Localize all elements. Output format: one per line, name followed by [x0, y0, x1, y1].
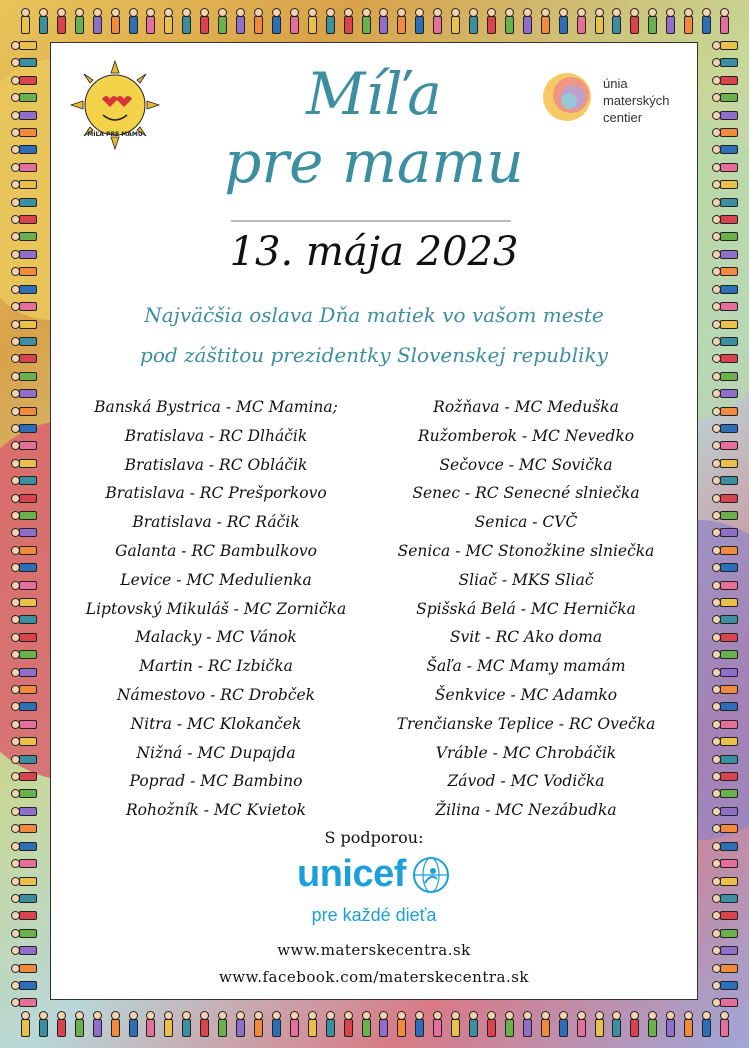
person-figure-icon — [712, 963, 738, 973]
location-entry: Bratislava - RC Ráčik — [132, 513, 300, 532]
person-figure-icon — [217, 1011, 227, 1037]
location-entry: Bratislava - RC Obláčik — [124, 455, 308, 474]
person-figure-icon — [145, 8, 155, 34]
location-entry: Sliač - MKS Sliač — [458, 570, 594, 589]
person-figure-icon — [712, 162, 738, 172]
location-entry: Bratislava - RC Prešporkovo — [105, 484, 327, 503]
location-entry: Rohožník - MC Kvietok — [126, 801, 306, 820]
person-figure-icon — [712, 806, 738, 816]
person-figure-icon — [712, 667, 738, 677]
person-figure-icon — [712, 910, 738, 920]
person-figure-icon — [719, 8, 729, 34]
location-entry: Trenčianske Teplice - RC Ovečka — [396, 714, 656, 733]
person-figure-icon — [128, 8, 138, 34]
person-figure-icon — [11, 788, 37, 798]
person-figure-icon — [486, 8, 496, 34]
location-entry: Malacky - MC Vánok — [135, 628, 297, 647]
person-figure-icon — [181, 1011, 191, 1037]
person-figure-icon — [712, 179, 738, 189]
person-figure-icon — [11, 823, 37, 833]
people-border-bottom — [20, 1004, 729, 1044]
person-figure-icon — [11, 684, 37, 694]
person-figure-icon — [235, 1011, 245, 1037]
person-figure-icon — [712, 928, 738, 938]
location-entry: Nižná - MC Dupajda — [136, 743, 296, 762]
person-figure-icon — [504, 1011, 514, 1037]
person-figure-icon — [11, 336, 37, 346]
person-figure-icon — [712, 423, 738, 433]
person-figure-icon — [712, 40, 738, 50]
sponsor-name: unicef — [297, 853, 406, 895]
person-figure-icon — [712, 945, 738, 955]
person-figure-icon — [647, 8, 657, 34]
person-figure-icon — [712, 92, 738, 102]
person-figure-icon — [450, 8, 460, 34]
person-figure-icon — [38, 8, 48, 34]
person-figure-icon — [56, 1011, 66, 1037]
person-figure-icon — [712, 580, 738, 590]
person-figure-icon — [11, 353, 37, 363]
partner-logo-line: únia — [603, 76, 628, 91]
person-figure-icon — [11, 580, 37, 590]
person-figure-icon — [11, 701, 37, 711]
person-figure-icon — [594, 8, 604, 34]
person-figure-icon — [11, 284, 37, 294]
left-logo-text: MÍĽA PRE MAMU — [87, 131, 143, 138]
people-border-right — [705, 40, 745, 1008]
person-figure-icon — [701, 8, 711, 34]
person-figure-icon — [11, 266, 37, 276]
location-entry: Levice - MC Medulienka — [120, 570, 312, 589]
person-figure-icon — [11, 614, 37, 624]
person-figure-icon — [378, 8, 388, 34]
location-entry: Poprad - MC Bambino — [129, 772, 303, 791]
person-figure-icon — [11, 127, 37, 137]
location-entry: Spišská Belá - MC Hernička — [416, 599, 636, 618]
person-figure-icon — [665, 8, 675, 34]
person-figure-icon — [11, 771, 37, 781]
person-figure-icon — [712, 214, 738, 224]
person-figure-icon — [11, 928, 37, 938]
people-border-left — [4, 40, 44, 1008]
person-figure-icon — [540, 1011, 550, 1037]
location-entry: Vráble - MC Chrobáčik — [435, 743, 617, 762]
person-figure-icon — [712, 858, 738, 868]
person-figure-icon — [235, 8, 245, 34]
person-figure-icon — [712, 719, 738, 729]
person-figure-icon — [712, 876, 738, 886]
person-figure-icon — [325, 1011, 335, 1037]
person-figure-icon — [558, 8, 568, 34]
person-figure-icon — [11, 179, 37, 189]
locations-right-column — [376, 393, 676, 825]
person-figure-icon — [712, 771, 738, 781]
person-figure-icon — [712, 371, 738, 381]
person-figure-icon — [11, 632, 37, 642]
location-entry: Sečovce - MC Sovička — [439, 455, 613, 474]
partner-logo-line: materských — [603, 93, 670, 108]
person-figure-icon — [11, 75, 37, 85]
person-figure-icon — [712, 197, 738, 207]
person-figure-icon — [74, 1011, 84, 1037]
person-figure-icon — [712, 980, 738, 990]
partner-logo-line: centier — [603, 110, 643, 125]
person-figure-icon — [712, 841, 738, 851]
person-figure-icon — [712, 110, 738, 120]
person-figure-icon — [11, 440, 37, 450]
person-figure-icon — [11, 214, 37, 224]
person-figure-icon — [701, 1011, 711, 1037]
location-entry: Bratislava - RC Dlháčik — [124, 426, 308, 445]
person-figure-icon — [11, 110, 37, 120]
person-figure-icon — [576, 1011, 586, 1037]
person-figure-icon — [11, 527, 37, 537]
person-figure-icon — [396, 1011, 406, 1037]
person-figure-icon — [38, 1011, 48, 1037]
person-figure-icon — [683, 8, 693, 34]
person-figure-icon — [145, 1011, 155, 1037]
person-figure-icon — [11, 841, 37, 851]
locations-left-column — [66, 393, 366, 825]
person-figure-icon — [11, 423, 37, 433]
location-entry: Senica - CVČ — [474, 513, 578, 532]
person-figure-icon — [74, 8, 84, 34]
person-figure-icon — [253, 1011, 263, 1037]
person-figure-icon — [712, 562, 738, 572]
people-border-top — [20, 2, 729, 40]
person-figure-icon — [343, 8, 353, 34]
location-entry: Senec - RC Senecné slniečka — [412, 484, 640, 503]
location-entry: Galanta - RC Bambulkovo — [115, 541, 317, 560]
person-figure-icon — [378, 1011, 388, 1037]
person-figure-icon — [712, 997, 738, 1007]
person-figure-icon — [712, 701, 738, 711]
person-figure-icon — [199, 1011, 209, 1037]
person-figure-icon — [11, 545, 37, 555]
person-figure-icon — [647, 1011, 657, 1037]
event-date: 13. mája 2023 — [229, 229, 519, 275]
person-figure-icon — [712, 301, 738, 311]
person-figure-icon — [683, 1011, 693, 1037]
person-figure-icon — [540, 8, 550, 34]
person-figure-icon — [163, 8, 173, 34]
subtitle-line2: pod záštitou prezidentky Slovenskej republiky — [140, 343, 608, 367]
person-figure-icon — [712, 493, 738, 503]
person-figure-icon — [629, 8, 639, 34]
person-figure-icon — [92, 8, 102, 34]
person-figure-icon — [629, 1011, 639, 1037]
person-figure-icon — [11, 736, 37, 746]
person-figure-icon — [289, 8, 299, 34]
person-figure-icon — [11, 997, 37, 1007]
location-entry: Šenkvice - MC Adamko — [434, 685, 618, 704]
person-figure-icon — [11, 667, 37, 677]
person-figure-icon — [712, 597, 738, 607]
person-figure-icon — [712, 388, 738, 398]
poster-card — [50, 42, 698, 1000]
person-figure-icon — [343, 1011, 353, 1037]
person-figure-icon — [361, 1011, 371, 1037]
person-figure-icon — [712, 788, 738, 798]
person-figure-icon — [11, 371, 37, 381]
person-figure-icon — [20, 1011, 30, 1037]
person-figure-icon — [110, 8, 120, 34]
person-figure-icon — [594, 1011, 604, 1037]
person-figure-icon — [307, 1011, 317, 1037]
person-figure-icon — [712, 440, 738, 450]
person-figure-icon — [432, 1011, 442, 1037]
location-entry: Liptovský Mikuláš - MC Zornička — [85, 599, 347, 618]
person-figure-icon — [11, 301, 37, 311]
person-figure-icon — [11, 910, 37, 920]
person-figure-icon — [712, 249, 738, 259]
person-figure-icon — [712, 144, 738, 154]
poster-title-line1: Míľa — [306, 60, 442, 128]
person-figure-icon — [712, 545, 738, 555]
poster-title-line2: pre mamu — [224, 128, 524, 196]
person-figure-icon — [486, 1011, 496, 1037]
person-figure-icon — [11, 162, 37, 172]
person-figure-icon — [163, 1011, 173, 1037]
person-figure-icon — [11, 144, 37, 154]
person-figure-icon — [576, 8, 586, 34]
person-figure-icon — [11, 876, 37, 886]
website-link[interactable]: www.materskecentra.sk — [277, 941, 471, 959]
person-figure-icon — [199, 8, 209, 34]
unicef-logo — [51, 853, 697, 896]
person-figure-icon — [712, 754, 738, 764]
person-figure-icon — [611, 8, 621, 34]
person-figure-icon — [325, 8, 335, 34]
person-figure-icon — [450, 1011, 460, 1037]
person-figure-icon — [712, 336, 738, 346]
sponsor-tagline: pre každé dieťa — [311, 905, 437, 925]
location-entry: Banská Bystrica - MC Mamina; — [94, 398, 338, 416]
person-figure-icon — [56, 8, 66, 34]
person-figure-icon — [712, 527, 738, 537]
location-entry: Námestovo - RC Drobček — [116, 685, 316, 704]
person-figure-icon — [11, 806, 37, 816]
person-figure-icon — [11, 858, 37, 868]
person-figure-icon — [712, 458, 738, 468]
person-figure-icon — [271, 1011, 281, 1037]
person-figure-icon — [504, 8, 514, 34]
person-figure-icon — [92, 1011, 102, 1037]
person-figure-icon — [712, 75, 738, 85]
location-entry: Nitra - MC Klokanček — [130, 714, 302, 733]
person-figure-icon — [20, 8, 30, 34]
person-figure-icon — [414, 8, 424, 34]
person-figure-icon — [712, 284, 738, 294]
person-figure-icon — [712, 127, 738, 137]
person-figure-icon — [110, 1011, 120, 1037]
person-figure-icon — [522, 1011, 532, 1037]
title-divider — [231, 220, 511, 222]
person-figure-icon — [11, 980, 37, 990]
person-figure-icon — [11, 319, 37, 329]
person-figure-icon — [253, 8, 263, 34]
location-entry: Senica - MC Stonožkine slniečka — [397, 541, 655, 560]
person-figure-icon — [11, 597, 37, 607]
person-figure-icon — [11, 475, 37, 485]
person-figure-icon — [217, 8, 227, 34]
location-entry: Svit - RC Ako doma — [449, 628, 603, 647]
person-figure-icon — [522, 8, 532, 34]
person-figure-icon — [11, 893, 37, 903]
person-figure-icon — [11, 963, 37, 973]
person-figure-icon — [712, 614, 738, 624]
person-figure-icon — [11, 197, 37, 207]
person-figure-icon — [11, 719, 37, 729]
location-entry: Žilina - MC Nezábudka — [435, 801, 617, 820]
support-label: S podporou: — [324, 828, 424, 847]
person-figure-icon — [11, 510, 37, 520]
subtitle-line1: Najväčšia oslava Dňa matiek vo vašom meste — [144, 303, 604, 327]
person-figure-icon — [11, 945, 37, 955]
location-entry: Ružomberok - MC Nevedko — [417, 426, 635, 445]
person-figure-icon — [11, 92, 37, 102]
person-figure-icon — [712, 475, 738, 485]
person-figure-icon — [665, 1011, 675, 1037]
person-figure-icon — [712, 632, 738, 642]
person-figure-icon — [128, 1011, 138, 1037]
person-figure-icon — [396, 8, 406, 34]
person-figure-icon — [712, 406, 738, 416]
person-figure-icon — [712, 353, 738, 363]
person-figure-icon — [11, 493, 37, 503]
person-figure-icon — [712, 231, 738, 241]
person-figure-icon — [271, 8, 281, 34]
person-figure-icon — [712, 57, 738, 67]
person-figure-icon — [11, 562, 37, 572]
person-figure-icon — [11, 249, 37, 259]
unicef-globe-icon — [411, 855, 451, 895]
location-entry: Rožňava - MC Meduška — [433, 398, 619, 416]
person-figure-icon — [432, 8, 442, 34]
person-figure-icon — [712, 649, 738, 659]
person-figure-icon — [719, 1011, 729, 1037]
person-figure-icon — [289, 1011, 299, 1037]
person-figure-icon — [11, 754, 37, 764]
location-entry: Šaľa - MC Mamy mamám — [426, 657, 626, 676]
facebook-link[interactable]: www.facebook.com/materskecentra.sk — [218, 968, 530, 986]
location-entry: Martin - RC Izbička — [139, 657, 293, 676]
person-figure-icon — [712, 684, 738, 694]
person-figure-icon — [181, 8, 191, 34]
person-figure-icon — [712, 823, 738, 833]
location-entry: Závod - MC Vodička — [447, 772, 605, 791]
person-figure-icon — [712, 266, 738, 276]
person-figure-icon — [11, 57, 37, 67]
person-figure-icon — [361, 8, 371, 34]
person-figure-icon — [11, 231, 37, 241]
person-figure-icon — [558, 1011, 568, 1037]
person-figure-icon — [712, 319, 738, 329]
person-figure-icon — [307, 8, 317, 34]
person-figure-icon — [712, 893, 738, 903]
person-figure-icon — [468, 1011, 478, 1037]
person-figure-icon — [611, 1011, 621, 1037]
person-figure-icon — [414, 1011, 424, 1037]
person-figure-icon — [11, 458, 37, 468]
person-figure-icon — [712, 736, 738, 746]
person-figure-icon — [11, 388, 37, 398]
person-figure-icon — [468, 8, 478, 34]
person-figure-icon — [712, 510, 738, 520]
person-figure-icon — [11, 406, 37, 416]
person-figure-icon — [11, 40, 37, 50]
person-figure-icon — [11, 649, 37, 659]
